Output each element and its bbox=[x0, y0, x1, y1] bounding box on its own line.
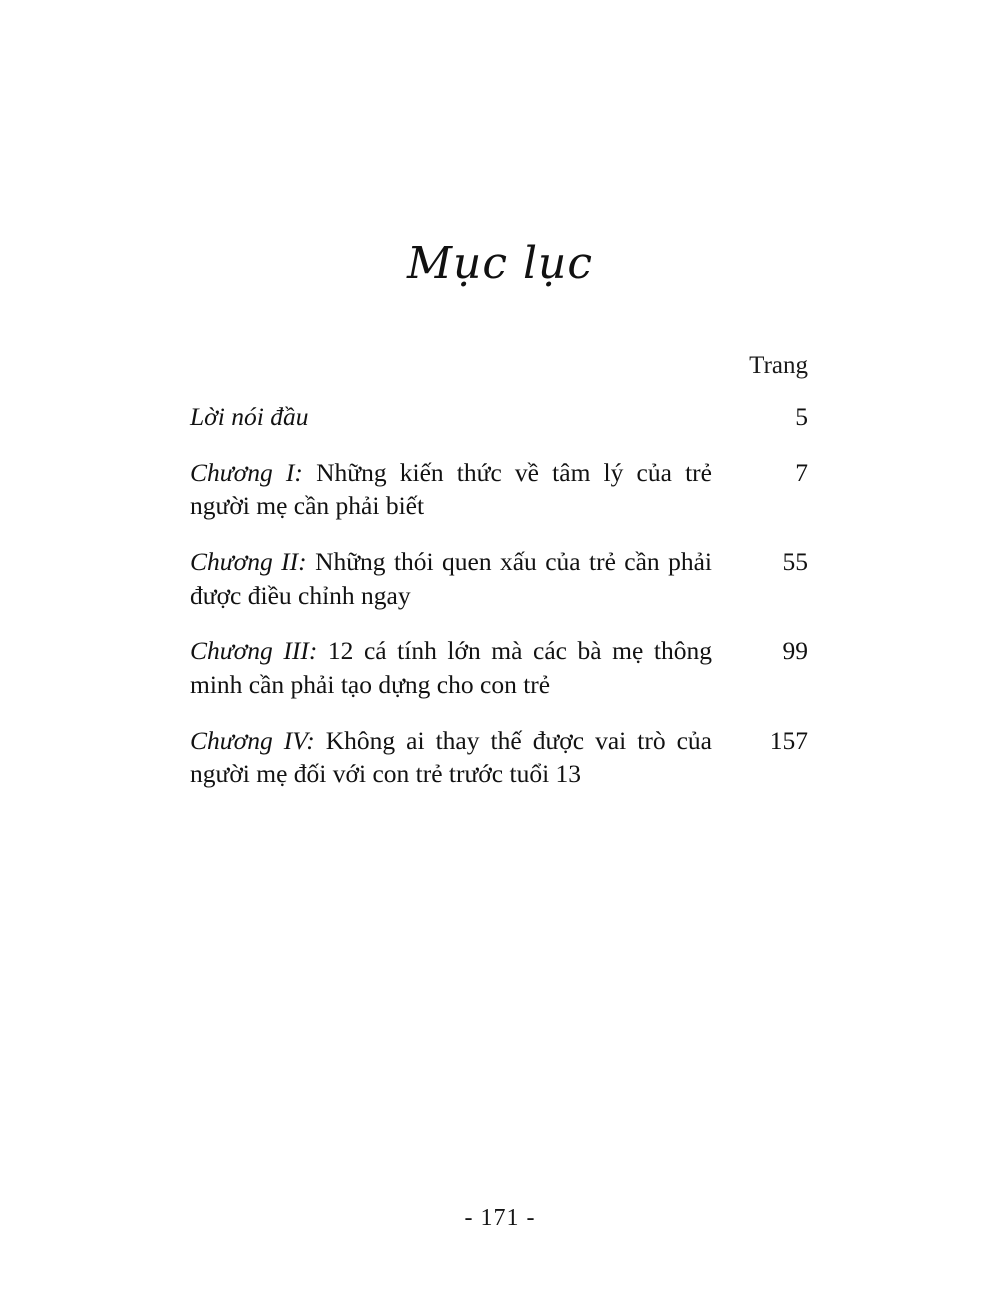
toc-entry-chapter-4[interactable] bbox=[190, 724, 818, 791]
toc-entry-text: Những thói quen xấu của trẻ cần phải được điều chỉnh ngay bbox=[190, 546, 712, 610]
toc-entry-title bbox=[190, 456, 712, 523]
page-folio: - 171 - bbox=[464, 1205, 536, 1231]
page-title: Mục lục bbox=[406, 238, 594, 289]
toc-entry-preface[interactable] bbox=[190, 400, 818, 434]
toc-entry-text: Những kiến thức về tâm lý của trẻ người mẹ cần phải biết bbox=[190, 457, 712, 521]
toc-entry-page: 157 bbox=[769, 725, 808, 755]
toc-entry-label: Chương I: bbox=[190, 457, 303, 487]
toc-entry-text: Không ai thay thế được vai trò của người mẹ đối với con trẻ trước tuổi 13 bbox=[190, 725, 712, 789]
toc-entry-page: 99 bbox=[782, 636, 808, 666]
table-of-contents bbox=[190, 352, 818, 813]
toc-entry-title bbox=[190, 545, 712, 612]
toc-entry-chapter-1[interactable] bbox=[190, 456, 818, 523]
toc-entry-chapter-3[interactable] bbox=[190, 634, 818, 701]
toc-entry-page: 55 bbox=[782, 546, 808, 576]
toc-entry-text: 12 cá tính lớn mà các bà mẹ thông minh cần phải tạo dựng cho con trẻ bbox=[190, 636, 712, 699]
toc-entry-title bbox=[190, 724, 712, 791]
toc-entry-label: Chương IV: bbox=[190, 725, 315, 755]
toc-entry-title: Lời nói đầu bbox=[190, 402, 309, 431]
toc-entry-page: 5 bbox=[795, 402, 808, 431]
toc-entry-title bbox=[190, 634, 712, 701]
toc-entry-chapter-2[interactable] bbox=[190, 545, 818, 612]
toc-entry-label: Chương III: bbox=[190, 636, 318, 666]
page-column-header: Trang bbox=[749, 352, 808, 379]
toc-entry-page: 7 bbox=[795, 457, 808, 487]
toc-entry-label: Chương II: bbox=[190, 546, 307, 576]
